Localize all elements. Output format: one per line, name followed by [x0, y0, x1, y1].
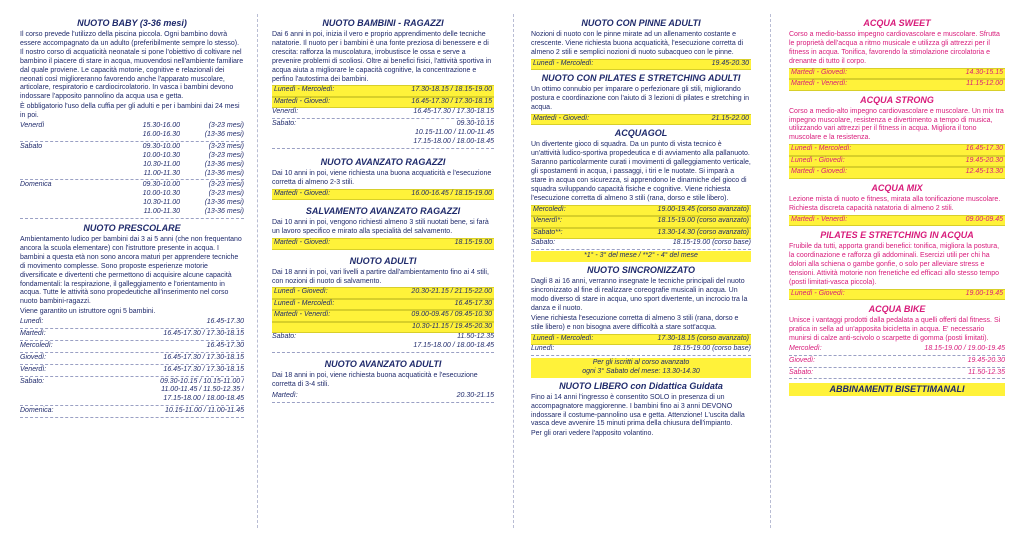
schedule-day: Lunedì:	[20, 318, 44, 326]
schedule-day: Venerdì*:	[533, 217, 562, 225]
schedule-time: 17.30-18.15 (corso avanzato)	[657, 334, 749, 342]
schedule-day: Martedì:	[20, 330, 46, 338]
section-title-salvamento-avanzato-ragazzi: SALVAMENTO AVANZATO RAGAZZI	[305, 206, 461, 217]
schedule-day: Lunedì - Mercoledì:	[533, 334, 594, 342]
schedule-day: Giovedì:	[20, 353, 47, 361]
schedule-divider	[272, 148, 494, 149]
schedule-row	[789, 357, 1005, 366]
schedule-time: 18.15-19.00	[454, 239, 492, 247]
schedule-row	[20, 122, 244, 131]
schedule-time: 18.15-19.00 (corso base)	[672, 345, 751, 353]
schedule-day: Martedì - Giovedì:	[791, 168, 848, 176]
schedule-time: 11.00-11.45 / 11.50-12.35 /	[161, 386, 244, 394]
pilates-stretching-description: Fruibile da tutti, apporta grandi benefici: tonifica, migliora la postura, la coordinazione e rafforza gli addominali. Esercizi utili per chi ha dolori alla schiena o gambe gonfie, o solo per alleviare stress e tensioni. Attività motorie non frenetiche ed efficaci allo stesso tempo (posti limitati-vasca piccola).	[789, 243, 1000, 286]
column-divider	[770, 14, 771, 528]
nuoto-baby-cap-note: È obbligatorio l'uso della cuffia per gli adulti e per i bambini dai 24 mesi in poi.	[20, 103, 240, 120]
schedule-day: Venerdì:	[20, 365, 47, 373]
schedule-day: Martedì - Giovedì:	[533, 114, 590, 122]
schedule-row	[20, 181, 244, 190]
schedule-row	[20, 330, 244, 339]
column-2	[272, 16, 494, 530]
acqua-strong-description: Corso a medio-alto impegno cardiovascolare e muscolare. Un mix tra impegno muscolare, resistenza e divertimento a tempo di musica, utilizzando vari attrezzi per il fitness in acqua. Migliora il tono muscolare e la resistenza.	[789, 107, 1004, 142]
schedule-row	[789, 369, 1005, 378]
schedule-time: 16.45-17.30	[454, 299, 492, 307]
schedule-time: 09.30-10.00	[142, 142, 180, 150]
schedule-divider	[20, 328, 244, 329]
schedule-time: 10.15-11.00 / 11.00-11.45	[414, 129, 494, 137]
schedule-time: 10.15-11.00 / 11.00-11.45	[164, 407, 244, 415]
section-title-nuoto-libero: NUOTO LIBERO con Didattica Guidata	[559, 380, 723, 391]
schedule-day: Lunedì - Giovedì:	[791, 156, 845, 164]
schedule-day: Sabato:	[272, 120, 297, 128]
schedule-time: 11.00-11.30	[143, 208, 180, 216]
schedule-divider	[531, 249, 751, 250]
nuoto-prescolare-instructor-note: Viene garantito un istruttore ogni 5 bambini.	[20, 308, 156, 316]
acquagol-description: Un divertente gioco di squadra. Da un punto di vista tecnico è un'attività ludico-sportiva propedeutica e di avviamento alla pallanuoto. Saranno particolarmente curati i movimenti di galleggiamento verticale, gli spostamenti in acqua, i passaggi, i tiri e le nuotate. Si imparà a stare in acqua con sicurezza, si apprendono le dinamiche del gioco di squadra sviluppando capacità fisiche e cognitive. Viene richiesta l'esecuzione corretta di almeno 3 stili (rana, dorso e stile libero).	[531, 141, 751, 202]
schedule-time: 11.50-12.35	[968, 368, 1005, 376]
schedule-age: (3-23 mesi)	[208, 190, 244, 198]
schedule-row	[20, 318, 244, 327]
schedule-time: 10.00-10.30	[142, 151, 180, 159]
nuoto-prescolare-description: Ambientamento ludico per bambini dai 3 ai 5 anni (che non frequentano ancora la scuola elementare) con l'istruttore presente in acqua. I bambini a questa età non sono ancora maturi per apprendere tecniche di movimento complesse. Sono proposte esperienze motorie diversificate e divertenti che permettono di acquisire alcune capacità fondamentali: la respirazione, il galleggiamento e l'orientamento in acqua. Tutte le attività sono propedeutiche all'inserimento nel corso nuoto bambini-ragazzi.	[20, 235, 242, 306]
schedule-row	[20, 366, 244, 375]
section-title-nuoto-sincronizzato: NUOTO SINCRONIZZATO	[587, 265, 695, 276]
schedule-day: Lunedì - Mercoledì:	[274, 299, 335, 307]
schedule-row	[272, 129, 494, 138]
nuoto-sincronizzato-description: Dagli 8 ai 16 anni, verranno insegnate le tecniche principali del nuoto sincronizzato al fine di realizzare coreografie musicali in acqua. Un modo diverso di stare in acqua, uno sport divertente, un incrocio tra la danza e il nuoto.	[531, 278, 748, 312]
schedule-day: Martedì - Giovedì:	[791, 68, 848, 76]
section-title-nuoto-baby: NUOTO BABY (3-36 mesi)	[77, 18, 187, 28]
schedule-row	[272, 189, 494, 201]
schedule-time: 18.15-19.00 (corso avanzato)	[657, 217, 749, 225]
nuoto-adulti-schedule	[272, 287, 494, 353]
schedule-time: 10.00-10.30	[142, 190, 180, 198]
schedule-divider	[272, 118, 494, 119]
nuoto-baby-schedule	[20, 122, 244, 219]
schedule-time: 12.45-13.30	[965, 168, 1003, 176]
schedule-time: 16.45-17.30 / 17.30-18.15	[163, 330, 244, 338]
schedule-age: (3-23 mesi)	[208, 122, 244, 130]
nuoto-bambini-ragazzi-schedule	[272, 85, 494, 149]
schedule-row	[531, 345, 751, 354]
schedule-age: (3-23 mesi)	[208, 142, 244, 150]
schedule-row	[20, 190, 244, 199]
schedule-time: 09.00-09.45	[965, 215, 1003, 223]
schedule-day: Martedì - Venerdì:	[791, 215, 848, 223]
nuoto-bambini-ragazzi-description: Dai 6 anni in poi, inizia il vero e proprio apprendimento delle tecniche natatorie. Il nuoto per i bambini è una fonte preziosa di benessere e di crescita: rafforza la muscolatura, irrobustisce le ossa e serve a prevenire problemi di scoliosi. Oltre ai benefici fisici, l'attività sportiva in acqua aiuta a migliorare le capacità cognitive, la concentrazione e perfino l'autostima dei bambini.	[272, 31, 492, 83]
schedule-divider	[20, 364, 244, 365]
acqua-sweet-schedule	[789, 68, 1005, 91]
acqua-sweet-description: Corso a medio-basso impegno cardiovascolare e muscolare. Sfrutta le proprietà dell'acqua a ritmo musicale e utilizza gli attrezzi per il fitness in acqua. Tonifica, favorendo la stimolazione circolatoria e drenante di tutto il corpo.	[789, 31, 1000, 65]
schedule-row	[272, 238, 494, 250]
section-title-acqua-bike: ACQUA BIKE	[868, 304, 926, 315]
schedule-time: 16.45-17.30 / 17.30-18.15	[163, 365, 244, 373]
schedule-divider	[789, 378, 1005, 379]
schedule-day: Martedì - Giovedì:	[274, 239, 331, 247]
column-1	[20, 16, 244, 530]
schedule-divider	[20, 376, 244, 377]
section-title-nuoto-con-pilates: NUOTO CON PILATES E STRETCHING ADULTI	[541, 73, 741, 84]
schedule-day: Lunedì - Mercoledì:	[533, 59, 594, 67]
schedule-time: 17.15-18.00 / 18.00-18.45	[163, 395, 244, 403]
schedule-day: Lunedì - Mercoledì:	[791, 145, 852, 153]
schedule-day: Martedì - Venerdì:	[274, 311, 331, 319]
schedule-row	[272, 322, 494, 334]
section-title-nuoto-con-pinne-adulti: NUOTO CON PINNE ADULTI	[581, 18, 701, 28]
schedule-row	[20, 208, 244, 217]
schedule-time: 09.00-09.45 / 09.45-10.30	[411, 311, 492, 319]
schedule-row	[789, 345, 1005, 354]
schedule-day: Lunedì - Giovedì:	[274, 288, 328, 296]
schedule-divider	[20, 340, 244, 341]
section-title-nuoto-bambini-ragazzi: NUOTO BAMBINI - RAGAZZI	[322, 18, 444, 28]
acquagol-schedule	[531, 205, 751, 250]
schedule-row	[20, 143, 244, 152]
schedule-day: Sabato	[20, 142, 43, 150]
schedule-divider	[272, 402, 494, 403]
schedule-row	[20, 354, 244, 363]
schedule-divider	[20, 417, 244, 418]
schedule-row	[20, 170, 244, 179]
schedule-time: 16.45-17.30 / 17.30-18.15	[413, 108, 494, 116]
nuoto-baby-description: Il corso prevede l'utilizzo della piscina piccola. Ogni bambino dovrà essere accompagnato da un adulto (preferibilmente sempre lo stesso). Il nostro corso di acquaticità neonatale si pone l'obiettivo di coltivare nel bambino il piacere di stare in acqua, muovendosi nell'ambiente familiare dal quale proviene. Le capacità motorie, cognitive e relazionali dei neonati così miglioreranno favorendo anche l'apparato muscolare, articolare, respiratorio e cardiocircolatorio. In vasca i bambini devono indossare l'apposito pannolino da acqua usa e getta.	[20, 31, 244, 101]
schedule-age: (13-36 mesi)	[204, 169, 244, 177]
schedule-row	[531, 205, 751, 217]
schedule-time: 11.50-12.35	[457, 333, 494, 341]
schedule-day: Martedì - Giovedì:	[274, 97, 331, 105]
schedule-time: 09.30-10.15	[456, 120, 494, 128]
section-title-nuoto-avanzato-adulti: NUOTO AVANZATO ADULTI	[324, 359, 442, 370]
schedule-row	[20, 395, 244, 404]
schedule-row	[531, 114, 751, 126]
schedule-time: 11.15-12.00	[966, 80, 1003, 88]
section-title-acquagol: ACQUAGOL	[614, 128, 668, 139]
note-line: ogni 3° Sabato del mese: 13.30-14.30	[582, 367, 700, 375]
schedule-time: 16.45-17.30	[965, 145, 1003, 153]
schedule-age: (3-23 mesi)	[208, 181, 244, 189]
schedule-row	[272, 333, 494, 342]
schedule-row	[531, 216, 751, 228]
schedule-day: Mercoledì:	[533, 205, 566, 213]
schedule-row	[789, 144, 1005, 156]
nuoto-sincronizzato-note	[531, 358, 751, 378]
schedule-day: Sabato:	[531, 239, 556, 247]
schedule-row	[20, 386, 244, 395]
schedule-day: Lunedì - Giovedì:	[791, 289, 845, 297]
schedule-row	[272, 108, 494, 117]
schedule-row	[272, 287, 494, 299]
schedule-time: 10.30-11.00	[143, 199, 180, 207]
schedule-time: 17.15-18.00 / 18.00-18.45	[413, 342, 494, 350]
schedule-row	[272, 299, 494, 311]
schedule-day: Sabato**:	[533, 228, 563, 236]
acquagol-note: *1° - 3° del mese / **2° - 4° del mese	[531, 251, 751, 262]
schedule-age: (3-23 mesi)	[208, 151, 244, 159]
nuoto-adulti-description: Dai 18 anni in poi, vari livelli a partire dall'ambientamento fino ai 4 stili, con nozioni di nuoto di salvamento.	[272, 268, 489, 285]
schedule-time: 19.45-20.30	[711, 59, 749, 67]
abbinamenti-bisettimanali-banner: ABBINAMENTI BISETTIMANALI	[789, 383, 1005, 396]
schedule-day: Sabato:	[272, 333, 297, 341]
schedule-age: (13-36 mesi)	[204, 208, 244, 216]
schedule-time: 14.30-15.15	[965, 68, 1003, 76]
schedule-divider	[20, 141, 244, 142]
section-title-acqua-mix: ACQUA MIX	[871, 182, 923, 193]
schedule-time: 13.30-14.30 (corso avanzato)	[657, 228, 749, 236]
schedule-day: Lunedì - Mercoledì:	[274, 86, 335, 94]
acqua-bike-description: Unisce i vantaggi prodotti dalla pedalata a quelli offerti dal fitness. Si pratica in sella ad un'apposita bicicletta in acqua. E' necessario munirsi di calze anti-scivolo o scarpette di gomma (posti limitati).	[789, 317, 1001, 342]
schedule-day: Venerdì:	[272, 108, 299, 116]
schedule-row	[272, 310, 494, 322]
column-divider	[513, 14, 514, 528]
schedule-row	[20, 131, 244, 140]
nuoto-con-pinne-description: Nozioni di nuoto con le pinne mirate ad un allenamento costante e crescente. Viene richiesta buona acquaticità, l'esecuzione corretta di almeno 2 stili e semplici nozioni di nuoto subacqueo con le pinne.	[531, 31, 744, 56]
schedule-row	[20, 378, 244, 387]
section-title-acqua-sweet: ACQUA SWEET	[863, 18, 931, 28]
column-4	[789, 16, 1005, 530]
schedule-row	[20, 342, 244, 351]
nuoto-con-pilates-description: Un ottimo connubio per imparare o perfezionare gli stili, migliorando postura e coordinazione con l'aiuto di 3 lezioni di pilates e stretching in acqua.	[531, 86, 750, 112]
nuoto-libero-description: Fino ai 14 anni l'ingresso è consentito SOLO in presenza di un accompagnatore maggiorenne. I bambini fino ai 3 anni DEVONO indossare il costume-pannolino usa e getta. Attenzione! L'uscita dalla vasca deve avvenire 15 minuti prima della chiusura dell'impianto.	[531, 393, 745, 428]
schedule-time: 16.00-16.30	[142, 130, 180, 138]
schedule-row	[20, 152, 244, 161]
schedule-divider	[20, 179, 244, 180]
schedule-row	[272, 138, 494, 147]
schedule-row	[789, 156, 1005, 168]
schedule-row	[789, 167, 1005, 179]
schedule-time: 18.15-19.00 (corso base)	[672, 239, 751, 247]
schedule-time: 09.30-10.00	[142, 181, 180, 189]
schedule-row	[272, 392, 494, 401]
schedule-row	[20, 199, 244, 208]
schedule-divider	[789, 367, 1005, 368]
schedule-day: Sabato:	[20, 377, 45, 385]
schedule-time: 17.15-18.00 / 18.00-18.45	[413, 138, 494, 146]
schedule-day: Domenica:	[20, 407, 54, 415]
schedule-row	[272, 120, 494, 129]
schedule-time: 19.00-19.45	[965, 289, 1003, 297]
schedule-time: 20.30-21.15 / 21.15-22.00	[411, 288, 492, 296]
schedule-time: 15.30-16.00	[142, 122, 180, 130]
schedule-age: (13-36 mesi)	[204, 130, 244, 138]
note-line: Per gli iscritti al corso avanzato	[592, 358, 690, 366]
schedule-divider	[20, 352, 244, 353]
schedule-row	[272, 97, 494, 109]
nuoto-sincronizzato-requirements: Viene richiesta l'esecuzione corretta di almeno 3 stili (rana, dorso e stile libero) e non bisogna avere difficoltà a stare sott'acqua.	[531, 314, 739, 331]
schedule-day: Giovedì:	[789, 356, 816, 364]
nuoto-avanzato-adulti-description: Dai 18 anni in poi, viene richiesta buona acquaticità e l'esecuzione corretta di 3-4 stili.	[272, 372, 478, 389]
nuoto-sincronizzato-schedule	[531, 334, 751, 356]
schedule-time: 11.00-11.30	[143, 169, 180, 177]
schedule-day: Venerdì	[20, 122, 45, 130]
schedule-divider	[789, 355, 1005, 356]
schedule-time: 19.45-20.30	[965, 156, 1003, 164]
schedule-day: Domenica	[20, 181, 52, 189]
section-title-acqua-strong: ACQUA STRONG	[860, 94, 934, 105]
schedule-day: Mercoledì:	[789, 344, 822, 352]
schedule-time: 16.45-17.30 / 17.30-18.15	[163, 353, 244, 361]
schedule-time: 16.45-17.30	[206, 318, 244, 326]
schedule-day: Lunedì:	[531, 345, 555, 353]
schedule-row	[20, 161, 244, 170]
nuoto-avanzato-ragazzi-description: Dai 10 anni in poi, viene richiesta una buona acquaticità e l'esecuzione corretta di almeno 2-3 stili.	[272, 170, 492, 186]
section-title-nuoto-avanzato-ragazzi: NUOTO AVANZATO RAGAZZI	[320, 157, 446, 167]
schedule-row	[531, 59, 751, 71]
schedule-time: 18.15-19.00 / 19.00-19.45	[924, 344, 1005, 352]
schedule-row	[531, 334, 751, 346]
schedule-age: (13-36 mesi)	[204, 199, 244, 207]
schedule-divider	[272, 352, 494, 353]
schedule-day: Mercoledì:	[20, 341, 53, 349]
schedule-divider	[531, 355, 751, 356]
schedule-time: 19.00-19.45 (corso avanzato)	[657, 205, 749, 213]
schedule-time: 16.00-16.45 / 18.15-19.00	[411, 189, 492, 197]
schedule-age: (13-36 mesi)	[204, 160, 244, 168]
nuoto-libero-orari-note: Per gli orari vedere l'apposito volantino.	[531, 430, 654, 438]
schedule-time: 10.30-11.00	[143, 160, 180, 168]
column-3	[531, 16, 751, 530]
schedule-day: Martedì - Giovedì:	[274, 189, 331, 197]
schedule-time: 09.30-10.15 / 10.15-11.00 /	[160, 377, 244, 385]
schedule-row	[20, 407, 244, 416]
schedule-time: 21.15-22.00	[711, 114, 749, 122]
schedule-divider	[20, 405, 244, 406]
section-title-pilates-stretching: PILATES E STRETCHING IN ACQUA	[820, 230, 974, 241]
section-title-nuoto-adulti: NUOTO ADULTI	[349, 255, 417, 266]
nuoto-prescolare-schedule	[20, 318, 244, 418]
schedule-row	[531, 239, 751, 248]
schedule-time: 16.45-17.30 / 17.30-18.15	[411, 97, 492, 105]
schedule-row	[789, 215, 1005, 227]
schedule-row	[789, 68, 1005, 80]
acqua-bike-schedule	[789, 345, 1005, 380]
schedule-time: 20.30-21.15	[456, 392, 494, 400]
schedule-row	[789, 79, 1005, 91]
acqua-mix-description: Lezione mista di nuoto e fitness, mirata alla tonificazione muscolare. Richiesta discreta capacità natatoria di almeno 2 stili.	[789, 195, 1001, 212]
column-divider	[257, 14, 258, 528]
schedule-time: 17.30-18.15 / 18.15-19.00	[411, 86, 492, 94]
schedule-day: Martedì - Venerdì:	[791, 80, 848, 88]
salvamento-avanzato-ragazzi-description: Dai 10 anni in poi, vengono richiesti almeno 3 stili nuotati bene, si farà un lavoro specifico e mirato alla specialità del salvamento.	[272, 219, 489, 236]
schedule-row	[272, 342, 494, 351]
schedule-day: Sabato:	[789, 368, 814, 376]
schedule-time: 19.45-20.30	[967, 356, 1005, 364]
schedule-row	[531, 228, 751, 240]
acqua-strong-schedule	[789, 144, 1005, 179]
section-title-nuoto-prescolare: NUOTO PRESCOLARE	[83, 222, 181, 233]
schedule-time: 10.30-11.15 / 19.45-20.30	[411, 322, 492, 330]
schedule-row	[272, 85, 494, 97]
schedule-row	[789, 289, 1005, 301]
schedule-divider	[20, 218, 244, 219]
schedule-time: 16.45-17.30	[206, 341, 244, 349]
schedule-day: Martedì:	[272, 392, 298, 400]
